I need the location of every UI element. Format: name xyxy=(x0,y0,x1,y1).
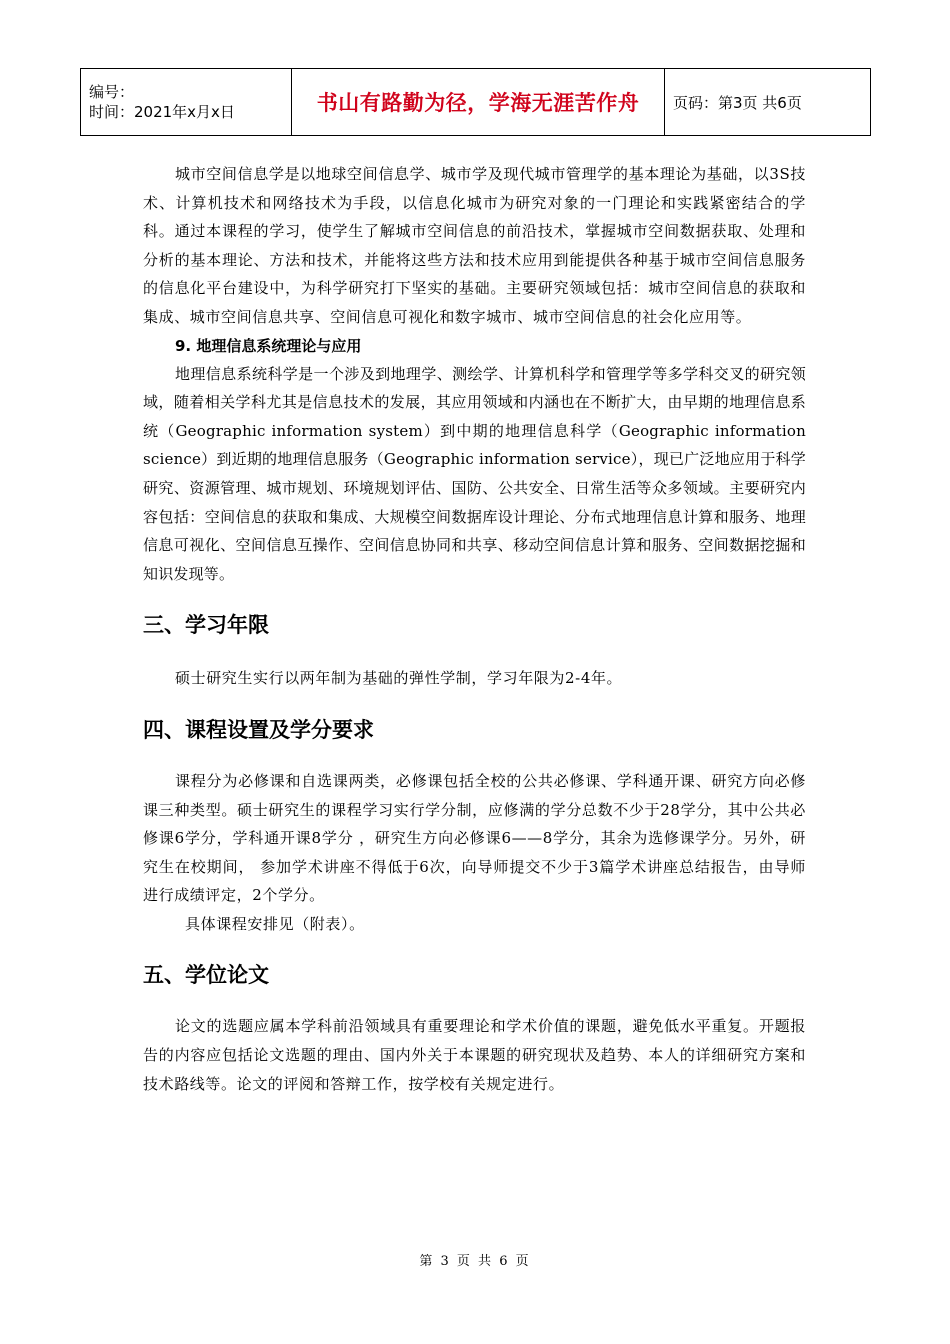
paragraph-thesis: 论文的选题应属本学科前沿领域具有重要理论和学术价值的课题，避免低水平重复。开题报告的内容应包括论文选题的理由、国内外关于本课题的研究现状及趋势、本人的详细研究方案和技术路线等。论文的评阅和答辩工作，按学校有关规定进行。 xyxy=(143,1017,806,1093)
document-body xyxy=(143,160,806,1098)
header-left-cell xyxy=(81,69,292,136)
subheading-gis: 9. 地理信息系统理论与应用 xyxy=(175,336,362,355)
paragraph-city-spatial-info: 城市空间信息学是以地球空间信息学、城市学及现代城市管理学的基本理论为基础，以3S技术、计算机技术和网络技术为手段，以信息化城市为研究对象的一门理论和实践紧密结合的学科。通过本课程的学习，使学生了解城市空间信息的前沿技术，掌握城市空间数据获取、处理和分析的基本理论、方法和技术，并能将这些方法和技术应用到能提供各种基于城市空间信息服务的信息化平台建设中，为科学研究打下坚实的基础。主要研究领域包括：城市空间信息的获取和集成、城市空间信息共享、空间信息可视化和数字城市、城市空间信息的社会化应用等。 xyxy=(143,165,806,326)
section-title-courses: 四、课程设置及学分要求 xyxy=(143,717,374,742)
paragraph-course-note: 具体课程安排见（附表）。 xyxy=(185,914,365,933)
date-line: 时间：2021年x月x日 xyxy=(89,103,235,121)
serial-number-label: 编号： xyxy=(89,83,135,101)
header-page-info: 页码：第3页 共6页 xyxy=(665,69,871,136)
page-footer: 第 3 页 共 6 页 xyxy=(419,1254,531,1269)
section-title-thesis: 五、学位论文 xyxy=(143,963,269,988)
section-title-study-period: 三、学习年限 xyxy=(143,613,269,638)
paragraph-courses: 课程分为必修课和自选课两类，必修课包括全校的公共必修课、学科通开课、研究方向必修课三种类型。硕士研究生的课程学习实行学分制，应修满的学分总数不少于28学分，其中公共必修课6学分，学科通开课8学分 ，研究生方向必修课6——8学分，其余为选修课学分。另外，研究生在校期间， 参加学术讲座不得低于6次，向导师提交不少于3篇学术讲座总结报告，由导师进行成绩评定，2个学分。 xyxy=(143,771,806,905)
header-motto: 书山有路勤为径，学海无涯苦作舟 xyxy=(292,69,665,136)
paragraph-study-period: 硕士研究生实行以两年制为基础的弹性学制，学习年限为2-4年。 xyxy=(175,669,623,688)
paragraph-gis: 地理信息系统科学是一个涉及到地理学、测绘学、计算机科学和管理学等多学科交叉的研究领域，随着相关学科尤其是信息技术的发展，其应用领域和内涵也在不断扩大，由早期的地理信息系统（Geographic information system）到中期的地理信息科学（Geographic information science）到近期的地理信息服务（Geographic information service），现已广泛地应用于科学研究、资源管理、城市规划、环境规划评估、国防、公共安全、日常生活等众多领域。主要研究内容包括：空间信息的获取和集成、大规模空间数据库设计理论、分布式地理信息计算和服务、地理信息可视化、空间信息互操作、空间信息协同和共享、移动空间信息计算和服务、空间数据挖掘和知识发现等。 xyxy=(143,364,806,583)
header-table xyxy=(80,68,871,136)
